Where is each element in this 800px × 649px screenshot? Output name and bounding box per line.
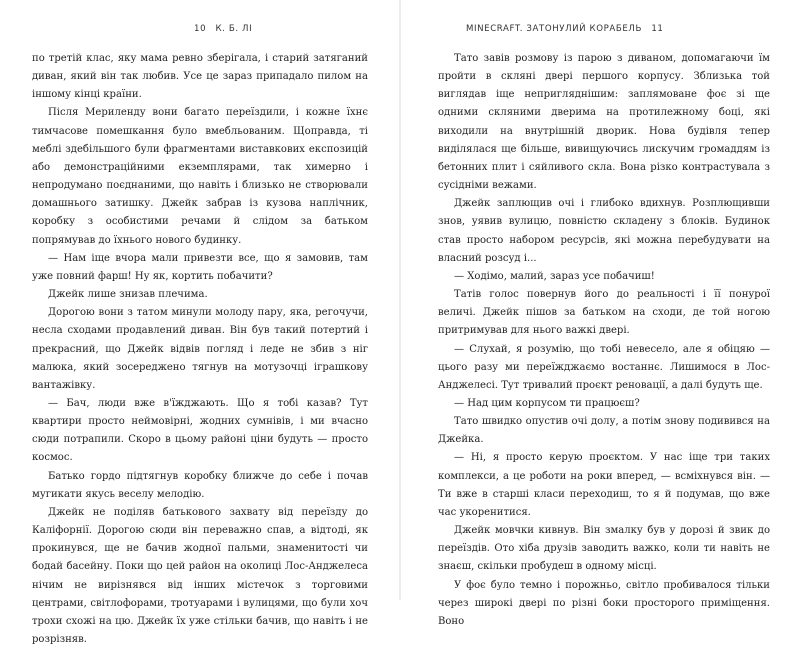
left-running-head xyxy=(32,24,368,42)
paragraph: Тато завів розмову із парою з диваном, допомагаючи їм пройти в скляні двері першого корпусу. Зблизька той виглядав іще непригляднішим: заплямоване фоє зі ще одними скляними дверима на протилежному боці, які виходили на внутрішній дворик. Нова будівля тепер виділялася ще більше, вивищуючись лискучим громаддям із бетонних плит і сяйливого скла. Вона різко контрастувала з сусідніми вежами. xyxy=(438,53,770,192)
paragraph: Тато швидко опустив очі долу, а потім знову подивився на Джейка. xyxy=(438,416,770,446)
paragraph: Джейк мовчки кивнув. Він змалку був у дорозі й звик до переїздів. Ото хіба друзів заводить важко, коли ти навіть не знаєш, скільки пробудеш в одному місці. xyxy=(438,525,770,573)
paragraph: — Нам іще вчора мали привезти все, що я замовив, там уже повний фарш! Ну як, кортить побачити? xyxy=(32,252,368,282)
right-page-text xyxy=(438,50,770,631)
paragraph: Джейк лише знизав плечима. xyxy=(48,289,208,301)
paragraph: — Ні, я просто керую проєктом. У нас іще три таких комплекси, а це роботи на роки вперед, — всміхнувся він. — Ти вже в старші класи переходиш, то я й подумав, що вже час укоренитися. xyxy=(438,452,770,518)
paragraph: Батько гордо підтягнув коробку ближче до себе і почав мугикати якусь веселу мелодію. xyxy=(32,470,368,500)
paragraph: Джейк не поділяв батькового захвату від переїзду до Каліфорнії. Дорогою сюди він переважно спав, а відтоді, як прокинувся, ще не бачив жодної пальми, знаменитості чи бодай басейну. Поки що цей район на околиці Лос-Анджелеса нічим не вирізнявся від інших містечок з торговими центрами, світлофорами, тротуарами і вулицями, що були хоч трохи схожі на цю. Джейк їх уже стільки бачив, що навіть і не розрізняв. xyxy=(32,506,368,645)
paragraph: — Слухай, я розумію, що тобі невесело, але я обіцяю — цього разу ми переїжджаємо востаннє. Лишимося в Лос-Анджелесі. Тут тривалий проєкт реновації, а далі будуть ще. xyxy=(438,343,770,391)
left-running-head-author: К. Б. ЛІ xyxy=(215,24,253,34)
page-gutter xyxy=(399,0,401,600)
paragraph: Джейк заплющив очі і глибоко вдихнув. Розплющивши знов, уявив вулицю, повністю складену з блоків. Будинок став просто набором ресурсів, які можна перебудувати на власний розсуд і... xyxy=(438,198,770,264)
right-running-head xyxy=(438,24,770,42)
left-page-number: 10 xyxy=(194,24,207,34)
paragraph: — Ходімо, малий, зараз усе побачиш! xyxy=(454,270,655,282)
paragraph: по третій клас, яку мама ревно зберігала, і старий затяганий диван, який він так любив. Усе це зараз припадало пилом на іншому кінці країни. xyxy=(32,53,368,101)
paragraph: Після Мериленду вони багато переїздили, і кожне їхнє тимчасове помешкання було вмебльованим. Щоправда, ті меблі здебільшого були фрагментами виставкових експозицій або демонстраційними екземплярами, так химерно і непродумано поєднаними, що навіть і близько не створювали домашнього затишку. Джейк забрав із кузова наплічник, коробку з особистими речами й слідом за батьком попрямував до їхнього нового будинку. xyxy=(32,107,368,246)
paragraph: Татів голос повернув його до реальності і її понурої величі. Джейк пішов за батьком на сходи, де той ногою притримував для нього важкі двері. xyxy=(438,289,770,337)
paragraph: У фоє було темно і порожньо, світло пробивалося тільки через широкі двері по різні боки просторого приміщення. Воно xyxy=(438,579,770,627)
paragraph: Дорогою вони з татом минули молоду пару, яка, регочучи, несла сходами продавлений диван. Він був такий потертий і прекрасний, що Джейк відвів погляд і леде не збив з ніг малюка, який зосереджено тягнув на мотузочці іграшкову вантажівку. xyxy=(32,307,368,391)
right-page xyxy=(438,24,770,631)
right-page-number: 11 xyxy=(651,24,664,34)
paragraph: — Над цим корпусом ти працюєш? xyxy=(454,397,640,409)
paragraph: — Бач, люди вже в'їжджають. Що я тобі казав? Тут квартири просто неймовірні, жодних сумнівів, і ми вчасно сюди потрапили. Скоро в цьому районі ціни будуть — просто космос. xyxy=(32,397,368,464)
left-page-text xyxy=(32,50,368,649)
left-page xyxy=(32,24,368,649)
right-running-head-title: MINECRAFT. ЗАТОНУЛИЙ КОРАБЕЛЬ xyxy=(466,24,642,34)
